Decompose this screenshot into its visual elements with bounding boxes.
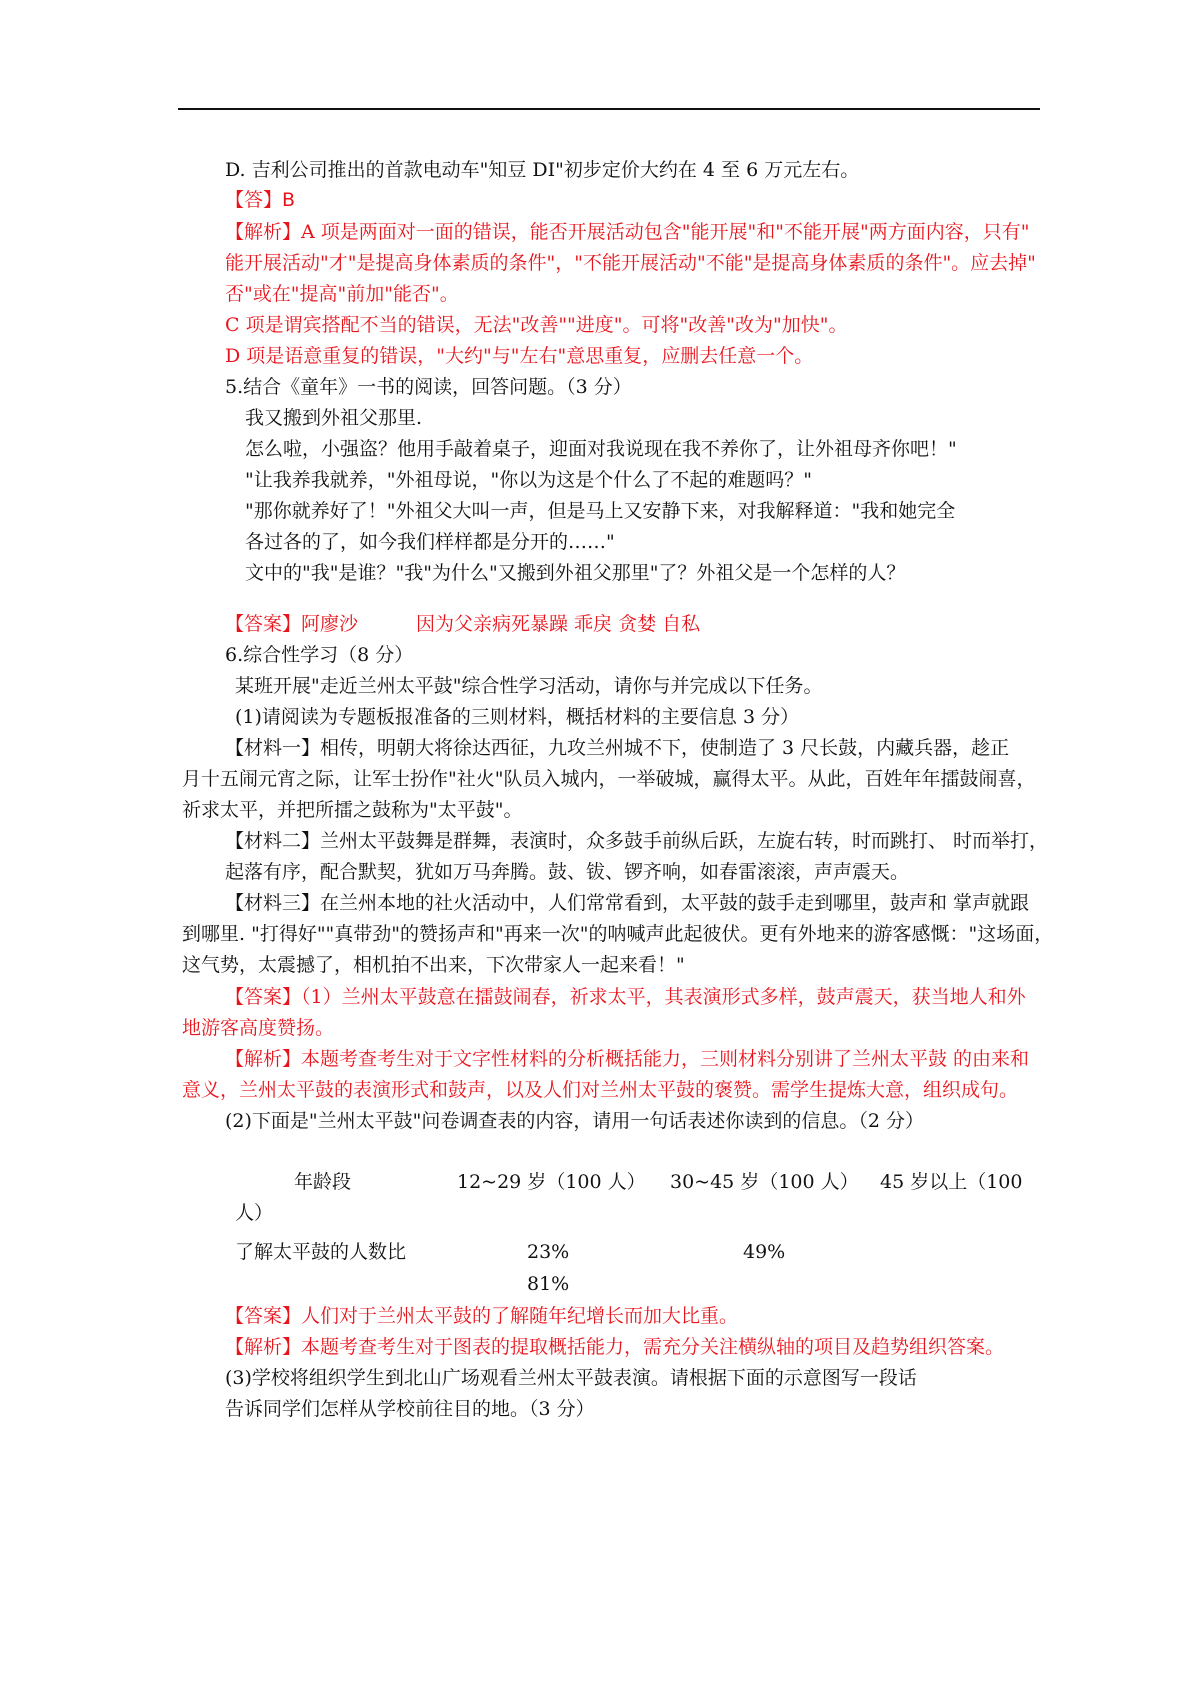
answer-6-1-line1: 【答案】（1）兰州太平鼓意在擂鼓闹春，祈求太平，其表演形式多样，鼓声震天，获当地人和外 bbox=[225, 986, 1026, 1008]
excerpt-line1: 我又搬到外祖父那里. bbox=[245, 407, 423, 429]
analysis-d: D 项是语意重复的错误，"大约"与"左右"意思重复，应删去任意一个。 bbox=[225, 345, 814, 367]
survey-col-12-29: 12~29 岁（100 人） bbox=[457, 1171, 646, 1193]
answer-5-detail: 因为父亲病死暴躁 乖戾 贪婪 自私 bbox=[416, 613, 701, 635]
header-rule bbox=[178, 108, 1040, 110]
material-1-line3: 祈求太平，并把所擂之鼓称为"太平鼓"。 bbox=[182, 799, 523, 821]
question-5: 5.结合《童年》一书的阅读，回答问题。（3 分） bbox=[225, 376, 632, 398]
answer-label-4: 【答】B bbox=[225, 189, 296, 211]
analysis-a-line1: 【解析】A 项是两面对一面的错误，能否开展活动包含"能开展"和"不能开展"两方面内容，只有" bbox=[225, 221, 1030, 243]
survey-value-12-29: 23% bbox=[527, 1241, 570, 1263]
excerpt-line3: "让我养我就养，"外祖母说，"你以为这是个什么了不起的难题吗？" bbox=[245, 469, 812, 491]
analysis-a-line3: 否"或在"提高"前加"能否"。 bbox=[225, 283, 459, 305]
material-3-line2: 到哪里. "打得好""真带劲"的赞扬声和"再来一次"的呐喊声此起彼伏。更有外地来的游客感慨："这场面， bbox=[182, 923, 1054, 945]
material-3-line1: 【材料三】在兰州本地的社火活动中，人们常常看到，太平鼓的鼓手走到哪里，鼓声和 掌声就跟 bbox=[225, 892, 1030, 914]
survey-value-45-plus: 81% bbox=[527, 1273, 570, 1295]
answer-5 bbox=[225, 612, 700, 636]
task-3-line2: 告诉同学们怎样从学校前往目的地。（3 分） bbox=[225, 1398, 595, 1420]
material-1-line1: 【材料一】相传，明朝大将徐达西征，九攻兰州城不下，使制造了 3 尺长鼓，内藏兵器，趁正 bbox=[225, 737, 1010, 759]
survey-header-label: 年龄段 bbox=[294, 1171, 352, 1193]
question-6-intro: 某班开展"走近兰州太平鼓"综合性学习活动，请你与并完成以下任务。 bbox=[235, 675, 823, 697]
excerpt-line2: 怎么啦，小强盗？他用手敲着桌子，迎面对我说现在我不养你了，让外祖母齐你吧！" bbox=[245, 438, 957, 460]
answer-5-name: 【答案】阿廖沙 bbox=[225, 613, 359, 635]
survey-value-30-45: 49% bbox=[743, 1241, 786, 1263]
survey-col-30-45: 30~45 岁（100 人） bbox=[670, 1171, 859, 1193]
material-2-line1: 【材料二】兰州太平鼓舞是群舞，表演时，众多鼓手前纵后跃，左旋右转，时而跳打、 时而举打， bbox=[225, 830, 1049, 852]
material-1-line2: 月十五闹元宵之际，让军士扮作"社火"队员入城内，一举破城，赢得太平。从此，百姓年年擂鼓闹喜， bbox=[182, 768, 1036, 790]
analysis-a-line2: 能开展活动"才"是提高身体素质的条件"，"不能开展活动"不能"是提高身体素质的条件"。应去掉" bbox=[225, 252, 1036, 274]
analysis-6-1-line2: 意义，兰州太平鼓的表演形式和鼓声，以及人们对兰州太平鼓的褒赞。需学生提炼大意，组织成句。 bbox=[182, 1079, 1019, 1101]
survey-col-45-plus-wrap: 人） bbox=[235, 1202, 274, 1224]
answer-6-2: 【答案】人们对于兰州太平鼓的了解随年纪增长而加大比重。 bbox=[225, 1305, 739, 1327]
analysis-c: C 项是谓宾搭配不当的错误，无法"改善""进度"。可将"改善"改为"加快"。 bbox=[225, 314, 848, 336]
excerpt-line4: "那你就养好了！"外祖父大叫一声，但是马上又安静下来，对我解释道："我和她完全 bbox=[245, 500, 956, 522]
task-2: (2)下面是"兰州太平鼓"问卷调查表的内容，请用一句话表述你读到的信息。（2 分） bbox=[225, 1110, 925, 1132]
excerpt-line5: 各过各的了，如今我们样样都是分开的……" bbox=[245, 531, 615, 553]
survey-row-label: 了解太平鼓的人数比 bbox=[235, 1241, 407, 1263]
question-6: 6.综合性学习（8 分） bbox=[225, 644, 414, 666]
option-d: D. 吉利公司推出的首款电动车"知豆 DI"初步定价大约在 4 至 6 万元左右。 bbox=[225, 159, 860, 181]
material-3-line3: 这气势，太震撼了，相机拍不出来，下次带家人一起来看！" bbox=[182, 954, 685, 976]
task-1: (1)请阅读为专题板报准备的三则材料，概括材料的主要信息 3 分） bbox=[235, 706, 800, 728]
material-2-line2: 起落有序，配合默契，犹如万马奔腾。鼓、钹、锣齐响，如春雷滚滚，声声震天。 bbox=[225, 861, 910, 883]
analysis-6-1-line1: 【解析】本题考查考生对于文字性材料的分析概括能力，三则材料分别讲了兰州太平鼓 的由来和 bbox=[225, 1048, 1030, 1070]
analysis-6-2: 【解析】本题考查考生对于图表的提取概括能力，需充分关注横纵轴的项目及趋势组织答案。 bbox=[225, 1336, 1005, 1358]
question-5-prompt: 文中的"我"是谁？"我"为什么"又搬到外祖父那里"了？外祖父是一个怎样的人？ bbox=[245, 562, 906, 584]
task-3-line1: (3)学校将组织学生到北山广场观看兰州太平鼓表演。请根据下面的示意图写一段话 bbox=[225, 1367, 917, 1389]
answer-6-1-line2: 地游客高度赞扬。 bbox=[182, 1017, 335, 1039]
survey-col-45-plus: 45 岁以上（100 bbox=[880, 1171, 1023, 1193]
